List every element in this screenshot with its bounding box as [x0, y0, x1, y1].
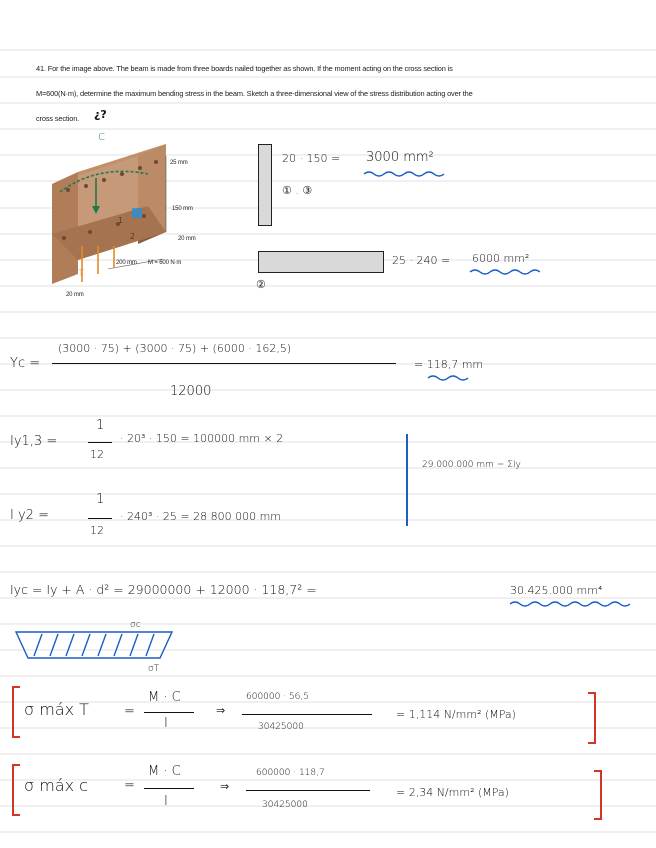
- yc-denominator: 12000: [170, 384, 212, 399]
- iy13-frac-num: 1: [96, 418, 105, 433]
- stress-t-bar: [144, 712, 194, 713]
- area-13-expr: 20 · 150 =: [282, 152, 341, 165]
- stress-c-arrow: ⇒: [220, 780, 230, 793]
- bracket-t-left: [12, 686, 20, 738]
- stress-c-den2: 30425000: [262, 800, 308, 810]
- stress-t-num: M · C: [148, 690, 181, 705]
- area-2-underline: [468, 268, 540, 276]
- bracket-t-right: [588, 692, 596, 744]
- iyc-result: 30.425.000 mm⁴: [510, 584, 603, 597]
- stress-t-den: I: [164, 716, 168, 731]
- yc-result: = 118,7 mm: [414, 358, 484, 371]
- iy13-expr: · 20³ · 150 = 100000 mm × 2: [120, 432, 284, 445]
- problem-line-3: cross section.: [36, 114, 80, 123]
- iy2-frac-den: 12: [90, 524, 104, 537]
- area-13-value: 3000 mm²: [366, 150, 434, 165]
- beam-figure: [38, 134, 234, 300]
- sketch-label-t: σT: [148, 664, 160, 674]
- stress-t-eq: =: [124, 704, 135, 719]
- fig-label-c: C: [98, 132, 105, 143]
- iy2-lhs: I y2 =: [10, 508, 49, 523]
- stress-c-result: = 2,34 N/mm² (MPa): [396, 786, 509, 799]
- iy2-frac-bar: [88, 518, 112, 519]
- stress-t-arrow: ⇒: [216, 704, 226, 717]
- stress-c-lhs: σ máx c: [24, 776, 88, 795]
- iy13-frac-bar: [88, 442, 112, 443]
- stress-c-bar2: [246, 790, 370, 791]
- sum-brace: [406, 434, 408, 526]
- sum-iy: 29.000.000 mm = ΣIy: [422, 460, 521, 470]
- yc-numerator: (3000 · 75) + (3000 · 75) + (6000 · 162,5): [58, 342, 292, 355]
- yc-underline: [426, 374, 474, 382]
- fig-dim-200: 200 mm: [116, 260, 137, 266]
- stress-c-bar: [144, 788, 194, 789]
- iyc-expr: Iyc = Iy + A · d² = 29000000 + 12000 · 118,7² =: [10, 582, 317, 597]
- stress-t-result: = 1,114 N/mm² (MPa): [396, 708, 516, 721]
- area-13-underline: [362, 170, 448, 178]
- yc-lhs: Yc =: [10, 356, 41, 371]
- stress-c-num2: 600000 · 118,7: [256, 768, 325, 778]
- iy2-expr: · 240³ · 25 = 28 800 000 mm: [120, 510, 282, 523]
- fig-dim-bottom: 20 mm: [66, 292, 84, 298]
- stress-t-bar2: [242, 714, 372, 715]
- stress-c-num: M · C: [148, 764, 181, 779]
- stress-t-den2: 30425000: [258, 722, 304, 732]
- fig-label-1: 1: [118, 216, 124, 225]
- area-2-value: 6000 mm²: [472, 252, 530, 265]
- bracket-c-right: [594, 770, 602, 820]
- bracket-c-left: [12, 764, 20, 816]
- yc-fraction-bar: [52, 363, 396, 364]
- fig-moment: M = 600 N·m: [148, 260, 182, 266]
- fig-dim-top: 25 mm: [170, 160, 188, 166]
- stress-t-num2: 600000 · 56,5: [246, 692, 309, 702]
- stress-c-den: I: [164, 794, 168, 809]
- fig-dim-150: 150 mm: [172, 206, 193, 212]
- board-1-3-section: [258, 144, 272, 226]
- stress-t-lhs: σ máx T: [24, 700, 89, 719]
- area-13-labels: ① . ③: [282, 184, 313, 197]
- question-mark: ¿?: [94, 108, 107, 121]
- iy2-frac-num: 1: [96, 492, 105, 507]
- beam-drawing: [38, 134, 234, 300]
- iyc-underline: [508, 600, 632, 608]
- fig-label-2: 2: [130, 232, 136, 241]
- iy13-lhs: Iy1,3 =: [10, 434, 58, 449]
- problem-line-2: M=600(N·m), determine the maximum bending stress in the beam. Sketch a three-dimensional view of the stress distribution acting over the: [36, 89, 473, 98]
- problem-line-1: 41. For the image above. The beam is made from three boards nailed together as shown. If the moment acting on the cross section is: [36, 64, 453, 73]
- iy13-frac-den: 12: [90, 448, 104, 461]
- board-2-section: [258, 251, 384, 273]
- area-2-expr: 25 · 240 =: [392, 254, 451, 267]
- sketch-label-c: σc: [130, 620, 141, 630]
- fig-dim-20: 20 mm: [178, 236, 196, 242]
- area-2-label: ②: [256, 278, 266, 291]
- stress-c-eq: =: [124, 778, 135, 793]
- fig-label-t: T: [78, 268, 85, 279]
